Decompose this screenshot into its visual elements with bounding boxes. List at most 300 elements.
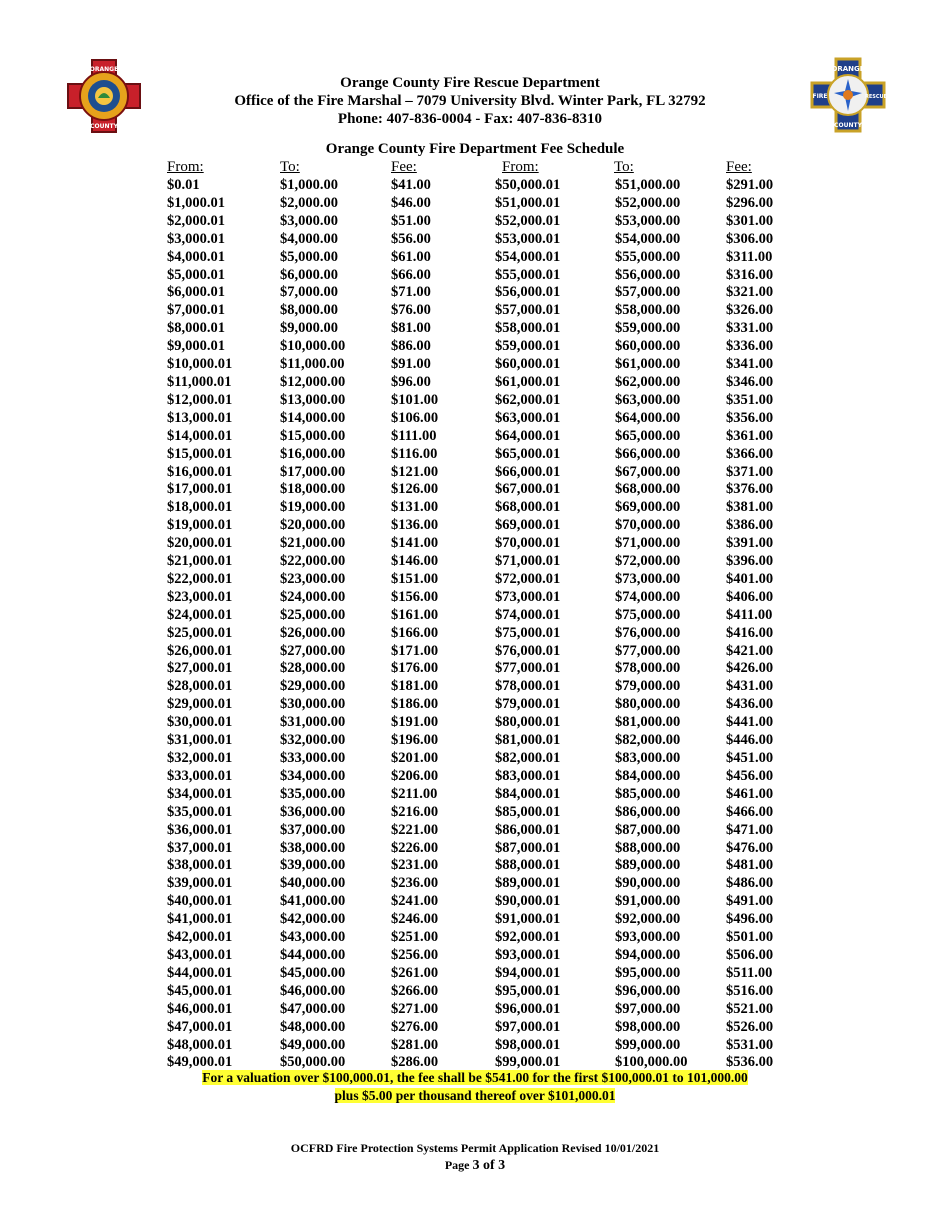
cell-to-low: $5,000.00: [280, 248, 338, 265]
cell-to-high: $99,000.00: [615, 1036, 681, 1053]
cell-from-low: $21,000.01: [167, 553, 233, 570]
fee-row: [167, 696, 796, 714]
cell-from-low: $29,000.01: [167, 696, 233, 713]
contact-numbers: Phone: 407-836-0004 - Fax: 407-836-8310: [337, 111, 603, 127]
cell-from-high: $80,000.01: [495, 714, 561, 731]
cell-from-high: $82,000.01: [495, 750, 561, 766]
cell-to-high: $65,000.00: [615, 427, 681, 444]
cell-fee-high: $381.00: [726, 499, 774, 516]
cell-from-low: $28,000.01: [167, 678, 233, 695]
cell-from-low: $10,000.01: [167, 356, 233, 373]
cell-fee-high: $496.00: [726, 911, 774, 928]
cell-to-high: $67,000.00: [615, 463, 681, 480]
valuation-note: [0, 1069, 950, 1105]
cell-from-low: $16,000.01: [167, 463, 233, 480]
cell-fee-low: $146.00: [391, 553, 439, 570]
cell-from-low: $42,000.01: [167, 929, 233, 946]
cell-fee-low: $96.00: [391, 373, 431, 390]
svg-text:FIRE: FIRE: [812, 93, 828, 100]
cell-from-high: $69,000.01: [495, 517, 561, 534]
cell-fee-low: $156.00: [391, 588, 439, 605]
fee-row: [167, 678, 796, 696]
valuation-note-line-2: plus $5.00 per thousand thereof over $101,000.01: [334, 1088, 616, 1103]
cell-from-high: $81,000.01: [495, 732, 561, 749]
fee-row: [167, 875, 796, 893]
cell-to-high: $73,000.00: [615, 570, 681, 587]
cell-to-low: $8,000.00: [280, 302, 338, 319]
cell-to-low: $11,000.00: [280, 356, 345, 373]
cell-from-low: $1,000.01: [167, 194, 225, 211]
cell-to-low: $7,000.00: [280, 284, 338, 301]
cell-to-high: $70,000.00: [615, 517, 681, 534]
cell-fee-high: $536.00: [726, 1054, 774, 1071]
cell-from-high: $63,000.01: [495, 409, 561, 426]
cell-fee-high: $471.00: [726, 821, 774, 838]
cell-to-high: $85,000.00: [615, 785, 681, 802]
page-footer: [0, 1140, 950, 1174]
cell-to-high: $52,000.00: [615, 194, 681, 211]
col-header-from-1: From:: [167, 159, 204, 175]
fee-row: [167, 213, 796, 231]
cell-fee-low: $86.00: [391, 338, 431, 355]
office-address: Office of the Fire Marshal – 7079 University Blvd. Winter Park, FL 32792: [234, 93, 706, 109]
cell-from-high: $61,000.01: [495, 373, 561, 390]
cell-fee-high: $376.00: [726, 481, 774, 498]
cell-fee-low: $276.00: [391, 1018, 439, 1035]
cell-fee-low: $56.00: [391, 230, 431, 247]
fee-row: [167, 893, 796, 911]
cell-fee-high: $436.00: [726, 696, 774, 713]
cell-to-high: $79,000.00: [615, 678, 681, 695]
cell-to-high: $86,000.00: [615, 803, 681, 820]
cell-fee-low: $271.00: [391, 1000, 439, 1017]
cell-to-low: $3,000.00: [280, 212, 338, 229]
cell-from-high: $62,000.01: [495, 391, 561, 408]
cell-fee-high: $451.00: [726, 750, 774, 766]
cell-to-high: $53,000.00: [615, 212, 681, 229]
cell-fee-high: $516.00: [726, 982, 774, 999]
cell-fee-low: $76.00: [391, 302, 431, 319]
cell-fee-low: $136.00: [391, 517, 439, 534]
cell-to-low: $15,000.00: [280, 427, 346, 444]
ocfrd-right-logo: [810, 57, 886, 133]
cell-from-low: $39,000.01: [167, 875, 233, 892]
cell-to-low: $20,000.00: [280, 517, 346, 534]
cell-fee-low: $266.00: [391, 982, 439, 999]
svg-text:COUNTY: COUNTY: [90, 123, 118, 130]
cell-from-low: $11,000.01: [167, 373, 232, 390]
cell-fee-low: $126.00: [391, 481, 439, 498]
cell-from-high: $66,000.01: [495, 463, 561, 480]
cell-from-low: $45,000.01: [167, 982, 233, 999]
fee-row: [167, 1037, 796, 1055]
cell-from-high: $65,000.01: [495, 445, 561, 462]
cell-fee-low: $211.00: [391, 785, 438, 802]
cell-fee-high: $356.00: [726, 409, 774, 426]
cell-to-low: $49,000.00: [280, 1036, 346, 1053]
cell-from-high: $79,000.01: [495, 696, 561, 713]
cell-to-high: $91,000.00: [615, 893, 681, 910]
cell-from-low: $30,000.01: [167, 714, 233, 731]
cell-to-high: $64,000.00: [615, 409, 681, 426]
cell-to-high: $94,000.00: [615, 946, 681, 963]
fee-row: [167, 231, 796, 249]
cell-to-high: $100,000.00: [615, 1054, 688, 1071]
cell-fee-low: $251.00: [391, 929, 439, 946]
cell-to-high: $83,000.00: [615, 750, 681, 766]
cell-fee-low: $186.00: [391, 696, 439, 713]
cell-from-low: $27,000.01: [167, 660, 233, 677]
svg-text:ORANGE: ORANGE: [89, 66, 119, 73]
page-number: Page 3 of 3: [444, 1158, 506, 1173]
cell-fee-high: $531.00: [726, 1036, 774, 1053]
cell-fee-high: $461.00: [726, 785, 774, 802]
fee-row: [167, 499, 796, 517]
cell-from-high: $92,000.01: [495, 929, 561, 946]
cell-fee-high: $421.00: [726, 642, 774, 659]
fee-row: [167, 464, 796, 482]
cell-from-high: $87,000.01: [495, 839, 561, 856]
cell-fee-high: $296.00: [726, 194, 774, 211]
cell-from-high: $86,000.01: [495, 821, 561, 838]
cell-to-high: $60,000.00: [615, 338, 681, 355]
fee-row: [167, 929, 796, 947]
svg-text:ORANGE: ORANGE: [831, 65, 865, 73]
cell-from-high: $90,000.01: [495, 893, 561, 910]
cell-fee-high: $446.00: [726, 732, 774, 749]
cell-from-low: $8,000.01: [167, 320, 225, 337]
cell-to-high: $93,000.00: [615, 929, 681, 946]
cell-to-low: $26,000.00: [280, 624, 346, 641]
cell-fee-low: $66.00: [391, 266, 431, 283]
cell-fee-high: $521.00: [726, 1000, 774, 1017]
cell-from-low: $3,000.01: [167, 230, 225, 247]
cell-from-low: $34,000.01: [167, 785, 233, 802]
cell-to-low: $17,000.00: [280, 463, 346, 480]
cell-from-low: $6,000.01: [167, 284, 225, 301]
cell-fee-low: $181.00: [391, 678, 439, 695]
cell-from-low: $35,000.01: [167, 803, 233, 820]
fee-row: [167, 822, 796, 840]
fee-row: [167, 750, 796, 768]
cell-fee-low: $171.00: [391, 642, 439, 659]
cell-from-low: $44,000.01: [167, 964, 233, 981]
cell-fee-high: $316.00: [726, 266, 774, 283]
cell-to-high: $87,000.00: [615, 821, 681, 838]
cell-from-low: $48,000.01: [167, 1036, 233, 1053]
cell-to-low: $21,000.00: [280, 535, 346, 552]
cell-fee-high: $331.00: [726, 320, 774, 337]
cell-fee-low: $256.00: [391, 946, 439, 963]
cell-to-low: $48,000.00: [280, 1018, 346, 1035]
cell-from-low: $5,000.01: [167, 266, 225, 283]
cell-from-low: $15,000.01: [167, 445, 233, 462]
valuation-note-line-1: For a valuation over $100,000.01, the fee shall be $541.00 for the first $100,000.01 to 101,000.00: [202, 1070, 748, 1085]
cell-to-high: $97,000.00: [615, 1000, 681, 1017]
cell-fee-high: $301.00: [726, 212, 774, 229]
cell-fee-high: $501.00: [726, 929, 774, 946]
cell-to-high: $55,000.00: [615, 248, 681, 265]
cell-from-low: $40,000.01: [167, 893, 233, 910]
cell-from-high: $73,000.01: [495, 588, 561, 605]
cell-to-low: $40,000.00: [280, 875, 346, 892]
cell-fee-low: $196.00: [391, 732, 439, 749]
cell-to-high: $72,000.00: [615, 553, 681, 570]
cell-fee-high: $416.00: [726, 624, 774, 641]
fee-row: [167, 338, 796, 356]
cell-fee-low: $221.00: [391, 821, 439, 838]
cell-fee-high: $506.00: [726, 946, 774, 963]
cell-to-low: $42,000.00: [280, 911, 346, 928]
cell-from-low: $14,000.01: [167, 427, 233, 444]
cell-from-low: $12,000.01: [167, 391, 233, 408]
cell-fee-high: $311.00: [726, 248, 773, 265]
cell-to-high: $90,000.00: [615, 875, 681, 892]
cell-fee-low: $71.00: [391, 284, 431, 301]
fee-row: [167, 768, 796, 786]
fee-row: [167, 249, 796, 267]
fee-row: [167, 1001, 796, 1019]
cell-to-low: $43,000.00: [280, 929, 346, 946]
cell-to-low: $38,000.00: [280, 839, 346, 856]
cell-fee-low: $116.00: [391, 445, 438, 462]
cell-to-low: $14,000.00: [280, 409, 346, 426]
cell-from-high: $95,000.01: [495, 982, 561, 999]
cell-from-low: $2,000.01: [167, 212, 225, 229]
cell-to-low: $12,000.00: [280, 373, 346, 390]
cell-to-low: $41,000.00: [280, 893, 346, 910]
fee-row: [167, 857, 796, 875]
cell-fee-low: $111.00: [391, 427, 437, 444]
cell-fee-high: $341.00: [726, 356, 774, 373]
cell-fee-low: $61.00: [391, 248, 431, 265]
cell-fee-high: $336.00: [726, 338, 774, 355]
cell-from-high: $60,000.01: [495, 356, 561, 373]
cell-fee-low: $151.00: [391, 570, 439, 587]
cell-from-high: $74,000.01: [495, 606, 561, 623]
cell-from-high: $70,000.01: [495, 535, 561, 552]
fee-schedule-table: [167, 177, 796, 1072]
ocfrd-left-logo: [66, 58, 142, 134]
cell-fee-low: $246.00: [391, 911, 439, 928]
cell-from-low: $38,000.01: [167, 857, 233, 874]
cell-from-low: $37,000.01: [167, 839, 233, 856]
cell-to-high: $74,000.00: [615, 588, 681, 605]
col-header-to-1: To:: [280, 159, 300, 175]
cell-fee-low: $101.00: [391, 391, 439, 408]
cell-to-low: $19,000.00: [280, 499, 346, 516]
col-header-from-2: From:: [502, 159, 539, 175]
cell-fee-low: $91.00: [391, 356, 431, 373]
cell-from-high: $89,000.01: [495, 875, 561, 892]
cell-from-low: $18,000.01: [167, 499, 233, 516]
cell-fee-high: $361.00: [726, 427, 774, 444]
cell-fee-low: $236.00: [391, 875, 439, 892]
fee-row: [167, 302, 796, 320]
cell-from-high: $98,000.01: [495, 1036, 561, 1053]
cell-fee-low: $176.00: [391, 660, 439, 677]
svg-text:COUNTY: COUNTY: [834, 122, 862, 129]
fee-row: [167, 625, 796, 643]
cell-from-low: $47,000.01: [167, 1018, 233, 1035]
cell-from-low: $7,000.01: [167, 302, 225, 319]
cell-fee-low: $41.00: [391, 177, 431, 193]
letterhead: [150, 74, 790, 128]
cell-to-low: $6,000.00: [280, 266, 338, 283]
fee-row: [167, 177, 796, 195]
cell-from-high: $72,000.01: [495, 570, 561, 587]
cell-to-low: $13,000.00: [280, 391, 346, 408]
cell-from-low: $31,000.01: [167, 732, 233, 749]
cell-from-high: $53,000.01: [495, 230, 561, 247]
cell-from-low: $9,000.01: [167, 338, 225, 355]
cell-from-low: $0.01: [167, 177, 200, 193]
cell-to-low: $29,000.00: [280, 678, 346, 695]
cell-to-high: $81,000.00: [615, 714, 681, 731]
cell-fee-low: $51.00: [391, 212, 431, 229]
cell-from-low: $43,000.01: [167, 946, 233, 963]
fee-row: [167, 195, 796, 213]
cell-from-high: $59,000.01: [495, 338, 561, 355]
cell-to-high: $88,000.00: [615, 839, 681, 856]
fee-row: [167, 517, 796, 535]
cell-from-high: $91,000.01: [495, 911, 561, 928]
cell-to-high: $92,000.00: [615, 911, 681, 928]
cell-to-high: $75,000.00: [615, 606, 681, 623]
cell-from-high: $76,000.01: [495, 642, 561, 659]
cell-from-low: $20,000.01: [167, 535, 233, 552]
cell-to-high: $78,000.00: [615, 660, 681, 677]
cell-fee-high: $326.00: [726, 302, 774, 319]
cell-to-low: $45,000.00: [280, 964, 346, 981]
cell-fee-low: $286.00: [391, 1054, 439, 1071]
fee-row: [167, 911, 796, 929]
fee-row: [167, 732, 796, 750]
cell-to-high: $82,000.00: [615, 732, 681, 749]
cell-to-high: $57,000.00: [615, 284, 681, 301]
fee-row: [167, 481, 796, 499]
fee-row: [167, 392, 796, 410]
fee-row: [167, 320, 796, 338]
cell-to-low: $47,000.00: [280, 1000, 346, 1017]
cell-to-low: $2,000.00: [280, 194, 338, 211]
cell-to-low: $18,000.00: [280, 481, 346, 498]
cell-fee-high: $401.00: [726, 570, 774, 587]
cell-to-high: $63,000.00: [615, 391, 681, 408]
cell-to-low: $37,000.00: [280, 821, 346, 838]
cell-fee-high: $491.00: [726, 893, 774, 910]
fee-row: [167, 786, 796, 804]
cell-to-high: $58,000.00: [615, 302, 681, 319]
cell-from-high: $50,000.01: [495, 177, 561, 193]
fee-row: [167, 284, 796, 302]
cell-from-low: $36,000.01: [167, 821, 233, 838]
cell-to-high: $56,000.00: [615, 266, 681, 283]
cell-fee-high: $306.00: [726, 230, 774, 247]
cell-from-low: $33,000.01: [167, 767, 233, 784]
cell-fee-high: $466.00: [726, 803, 774, 820]
cell-from-high: $96,000.01: [495, 1000, 561, 1017]
cell-from-high: $51,000.01: [495, 194, 561, 211]
cell-fee-high: $426.00: [726, 660, 774, 677]
cell-fee-low: $81.00: [391, 320, 431, 337]
fee-row: [167, 840, 796, 858]
fee-schedule-title: Orange County Fire Department Fee Schedule: [325, 141, 625, 157]
cell-fee-high: $481.00: [726, 857, 774, 874]
cell-to-low: $34,000.00: [280, 767, 346, 784]
cell-from-high: $57,000.01: [495, 302, 561, 319]
cell-from-high: $83,000.01: [495, 767, 561, 784]
cell-from-high: $55,000.01: [495, 266, 561, 283]
cell-to-low: $1,000.00: [280, 177, 338, 193]
fee-row: [167, 374, 796, 392]
col-header-fee-1: Fee:: [391, 159, 417, 175]
cell-from-high: $77,000.01: [495, 660, 561, 677]
cell-from-high: $84,000.01: [495, 785, 561, 802]
cell-from-high: $64,000.01: [495, 427, 561, 444]
cell-to-high: $68,000.00: [615, 481, 681, 498]
cell-fee-low: $131.00: [391, 499, 439, 516]
cell-fee-high: $351.00: [726, 391, 774, 408]
cell-to-low: $9,000.00: [280, 320, 338, 337]
cell-from-low: $32,000.01: [167, 750, 233, 766]
cell-fee-low: $241.00: [391, 893, 439, 910]
cell-from-low: $19,000.01: [167, 517, 233, 534]
cell-fee-low: $46.00: [391, 194, 431, 211]
cell-to-low: $32,000.00: [280, 732, 346, 749]
cell-to-high: $76,000.00: [615, 624, 681, 641]
cell-fee-high: $366.00: [726, 445, 774, 462]
cell-from-low: $49,000.01: [167, 1054, 233, 1071]
cell-from-low: $24,000.01: [167, 606, 233, 623]
cell-to-low: $24,000.00: [280, 588, 346, 605]
cell-to-high: $77,000.00: [615, 642, 681, 659]
cell-to-high: $89,000.00: [615, 857, 681, 874]
cell-from-high: $97,000.01: [495, 1018, 561, 1035]
cell-from-high: $52,000.01: [495, 212, 561, 229]
col-header-to-2: To:: [614, 159, 634, 175]
fee-row: [167, 410, 796, 428]
cell-to-high: $95,000.00: [615, 964, 681, 981]
cell-from-high: $85,000.01: [495, 803, 561, 820]
fee-row: [167, 1019, 796, 1037]
cell-fee-high: $396.00: [726, 553, 774, 570]
fee-row: [167, 571, 796, 589]
cell-fee-high: $391.00: [726, 535, 774, 552]
cell-to-low: $16,000.00: [280, 445, 346, 462]
cell-fee-high: $406.00: [726, 588, 774, 605]
cell-fee-low: $106.00: [391, 409, 439, 426]
cell-fee-high: $431.00: [726, 678, 774, 695]
cell-fee-high: $456.00: [726, 767, 774, 784]
cell-from-high: $88,000.01: [495, 857, 561, 874]
cell-to-low: $44,000.00: [280, 946, 346, 963]
cell-to-low: $28,000.00: [280, 660, 346, 677]
cell-fee-high: $476.00: [726, 839, 774, 856]
cell-fee-low: $191.00: [391, 714, 439, 731]
cell-fee-low: $261.00: [391, 964, 439, 981]
fee-row: [167, 643, 796, 661]
cell-from-high: $54,000.01: [495, 248, 561, 265]
cell-to-low: $27,000.00: [280, 642, 346, 659]
cell-fee-high: $321.00: [726, 284, 774, 301]
cell-to-low: $50,000.00: [280, 1054, 346, 1071]
cell-to-low: $4,000.00: [280, 230, 338, 247]
cell-from-low: $23,000.01: [167, 588, 233, 605]
cell-fee-low: $226.00: [391, 839, 439, 856]
cell-from-low: $46,000.01: [167, 1000, 233, 1017]
cell-to-high: $54,000.00: [615, 230, 681, 247]
